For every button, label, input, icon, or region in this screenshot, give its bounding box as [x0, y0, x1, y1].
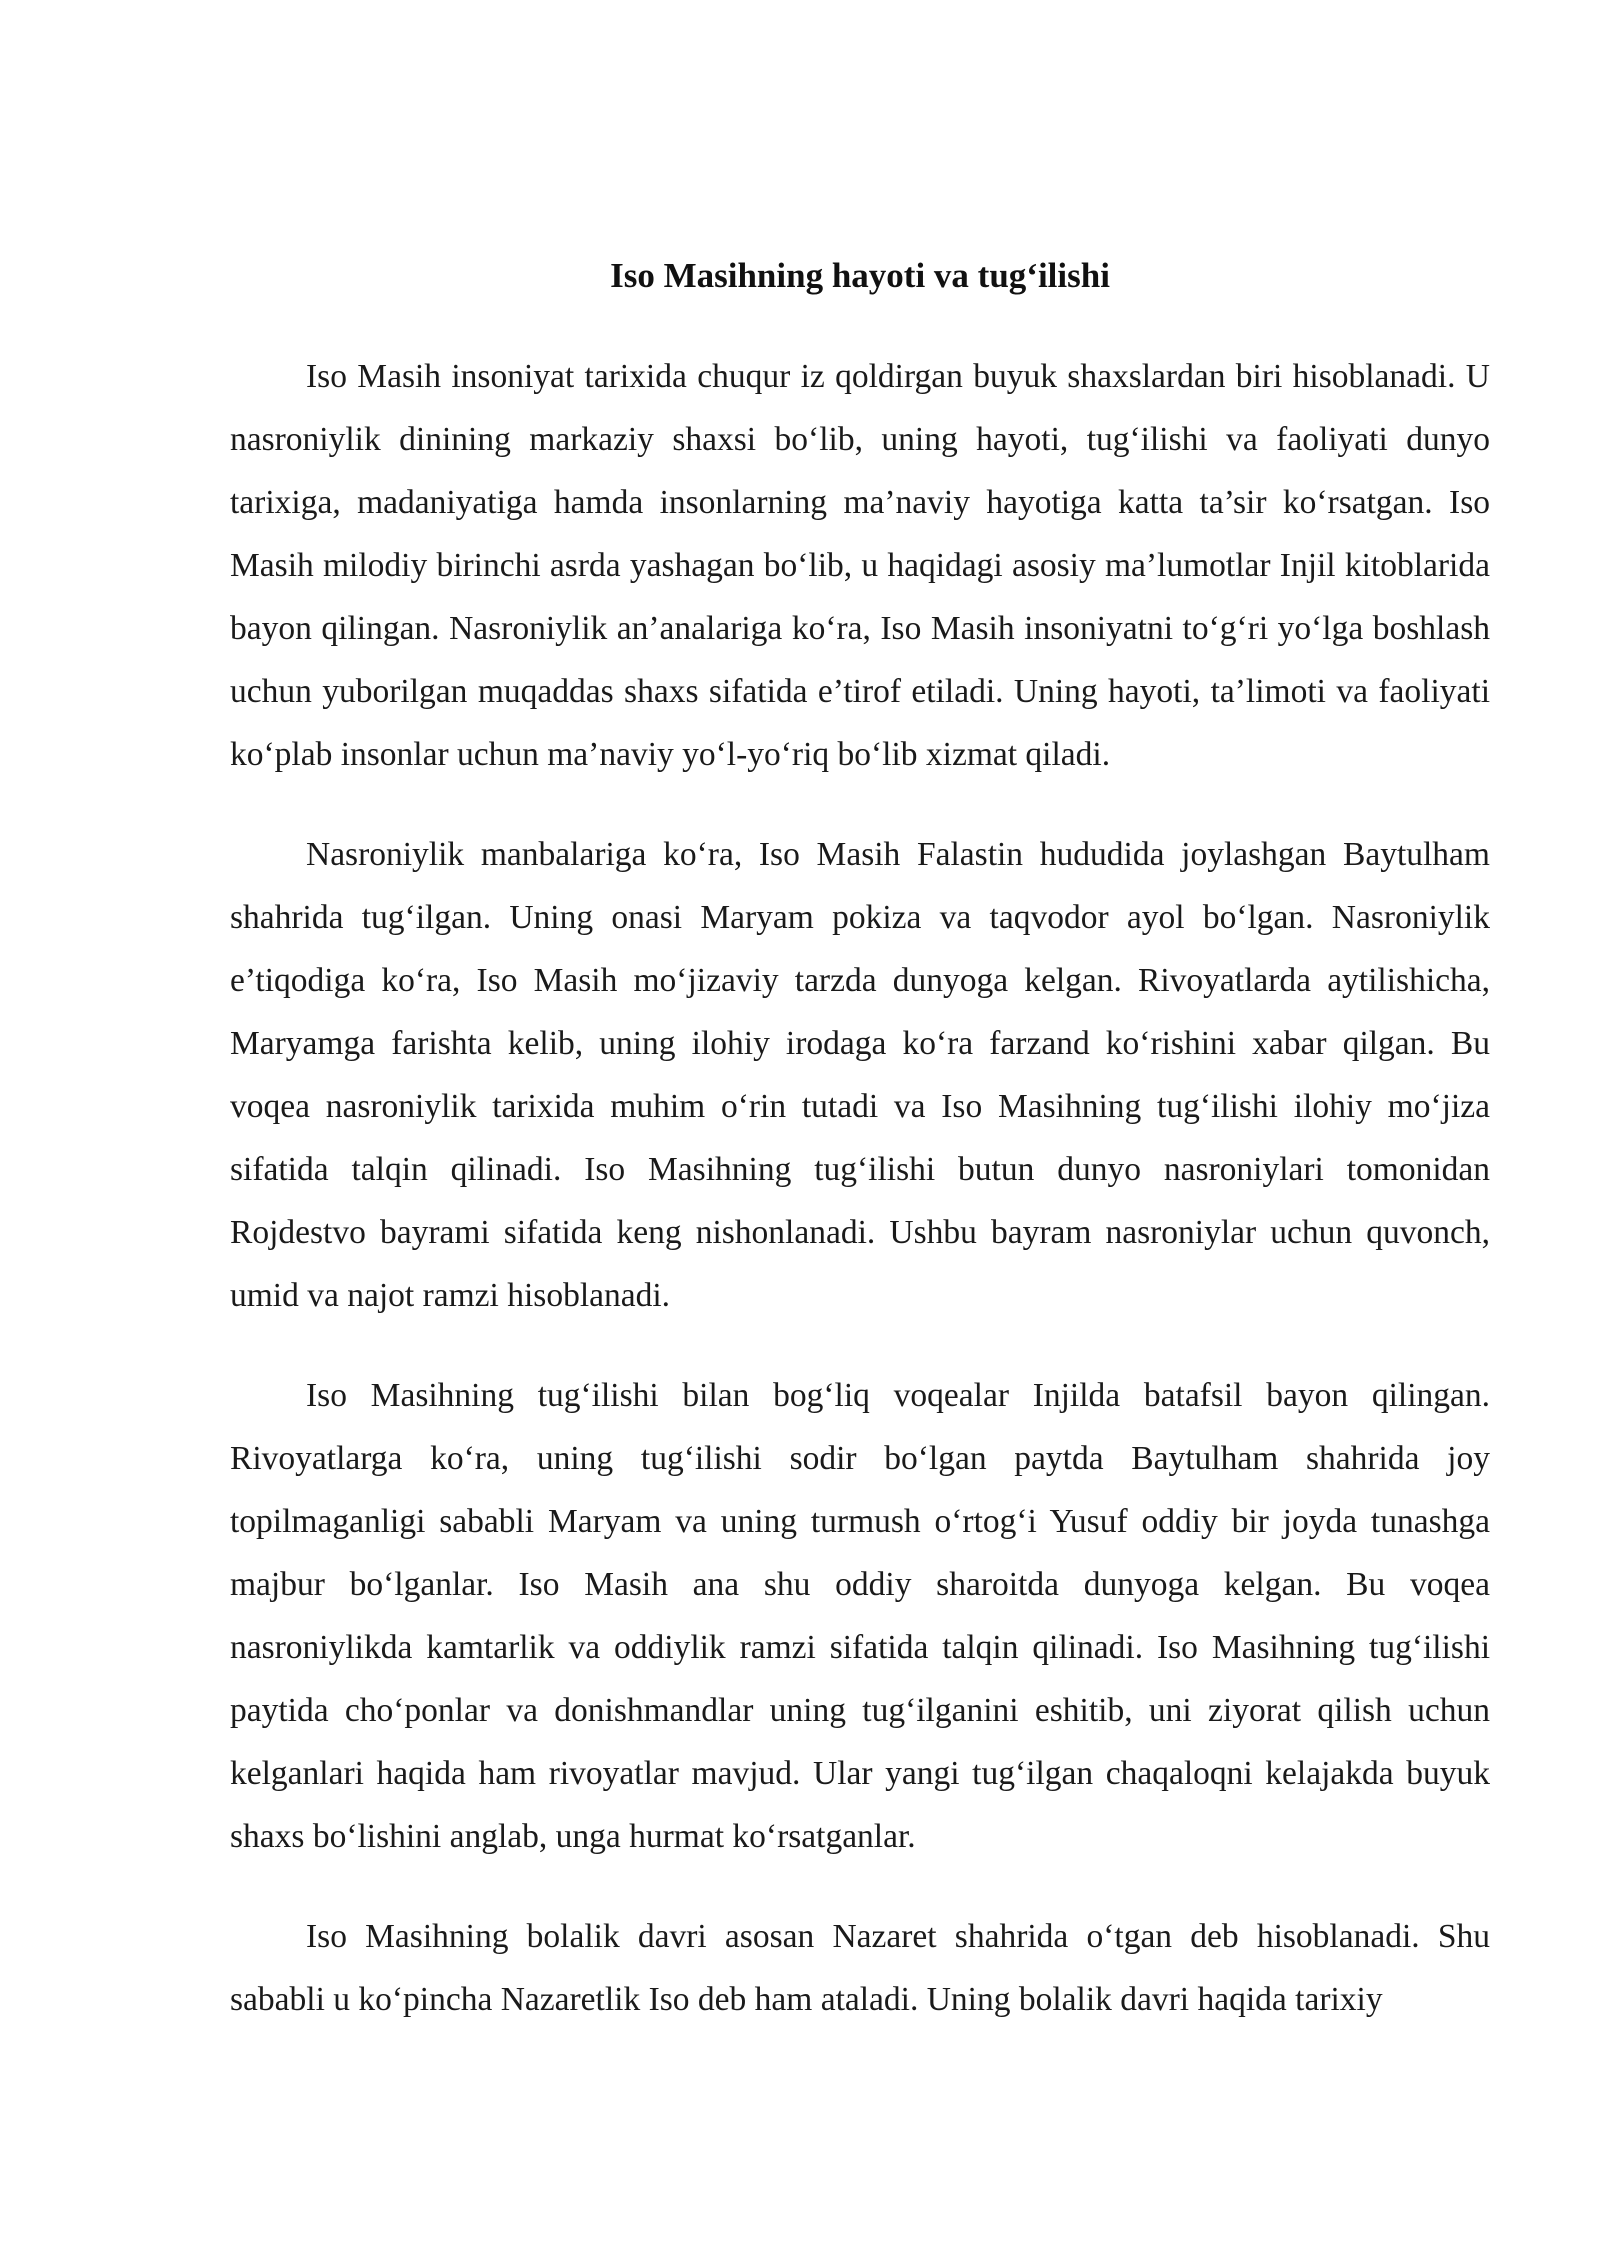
paragraph-1: Iso Masih insoniyat tarixida chuqur iz qoldirgan buyuk shaxslardan biri hisoblanadi. U nasroniylik dinining markaziy shaxsi bo‘lib, uning hayoti, tug‘ilishi va faoliyati dunyo tarixiga, madaniyatiga hamda insonlarning ma’naviy hayotiga katta ta’sir ko‘rsatgan. Iso Masih milodiy birinchi asrda yashagan bo‘lib, u haqidagi asosiy ma’lumotlar Injil kitoblarida bayon qilingan. Nasroniylik an’analariga ko‘ra, Iso Masih insoniyatni to‘g‘ri yo‘lga boshlash uchun yuborilgan muqaddas shaxs sifatida e’tirof etiladi. Uning hayoti, ta’limoti va faoliyati ko‘plab insonlar uchun ma’naviy yo‘l-yo‘riq bo‘lib xizmat qiladi. — [230, 358, 1490, 773]
document-body — [230, 345, 1490, 2068]
paragraph-2: Nasroniylik manbalariga ko‘ra, Iso Masih Falastin hududida joylashgan Baytulham shahrida tug‘ilgan. Uning onasi Maryam pokiza va taqvodor ayol bo‘lgan. Nasroniylik e’tiqodiga ko‘ra, Iso Masih mo‘jizaviy tarzda dunyoga kelgan. Rivoyatlarda aytilishicha, Maryamga farishta kelib, uning ilohiy irodaga ko‘ra farzand ko‘rishini xabar qilgan. Bu voqea nasroniylik tarixida muhim o‘rin tutadi va Iso Masihning tug‘ilishi ilohiy mo‘jiza sifatida talqin qilinadi. Iso Masihning tug‘ilishi butun dunyo nasroniylari tomonidan Rojdestvo bayrami sifatida keng nishonlanadi. Ushbu bayram nasroniylar uchun quvonch, umid va najot ramzi hisoblanadi. — [230, 836, 1490, 1314]
paragraph-3: Iso Masihning tug‘ilishi bilan bog‘liq voqealar Injilda batafsil bayon qilingan. Rivoyatlarga ko‘ra, uning tug‘ilishi sodir bo‘lgan paytda Baytulham shahrida joy topilmaganligi sababli Maryam va uning turmush o‘rtog‘i Yusuf oddiy bir joyda tunashga majbur bo‘lganlar. Iso Masih ana shu oddiy sharoitda dunyoga kelgan. Bu voqea nasroniylikda kamtarlik va oddiylik ramzi sifatida talqin qilinadi. Iso Masihning tug‘ilishi paytida cho‘ponlar va donishmandlar uning tug‘ilganini eshitib, uni ziyorat qilish uchun kelganlari haqida ham rivoyatlar mavjud. Ular yangi tug‘ilgan chaqaloqni kelajakda buyuk shaxs bo‘lishini anglab, unga hurmat ko‘rsatganlar. — [230, 1377, 1490, 1855]
document-title: Iso Masihning hayoti va tug‘ilishi — [610, 256, 1110, 295]
paragraph-4: Iso Masihning bolalik davri asosan Nazaret shahrida o‘tgan deb hisoblanadi. Shu sababli u ko‘pincha Nazaretlik Iso deb ham ataladi. Uning bolalik davri haqida tarixiy — [230, 1918, 1490, 2018]
